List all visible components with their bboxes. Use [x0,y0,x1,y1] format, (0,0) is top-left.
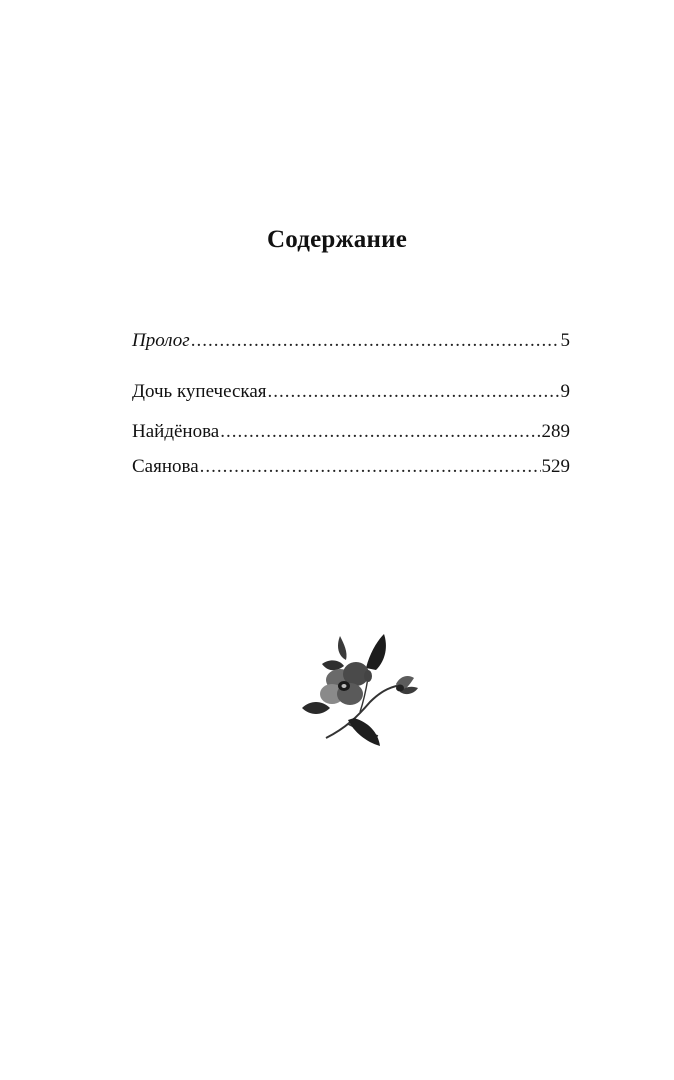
toc-entry-title: Пролог [132,330,190,351]
dot-leader [220,421,540,443]
flower-ornament-icon [296,628,424,748]
toc-entry-naidenova [132,421,570,443]
dot-leader [191,330,560,352]
toc-entry-page: 289 [541,421,570,442]
toc-entry-merchant-daughter [132,381,570,403]
toc-entry-sayanova [132,456,570,478]
toc-entry-prologue [132,330,570,352]
toc-entry-title: Саянова [132,456,199,477]
dot-leader [200,456,541,478]
toc-entry-page: 9 [560,381,570,402]
dot-leader [268,381,560,403]
toc-entry-title: Дочь купеческая [132,381,267,402]
toc-entry-page: 5 [560,330,570,351]
page-title: Содержание [266,226,407,253]
toc-entry-page: 529 [541,456,570,477]
toc-entry-title: Найдёнова [132,421,220,442]
